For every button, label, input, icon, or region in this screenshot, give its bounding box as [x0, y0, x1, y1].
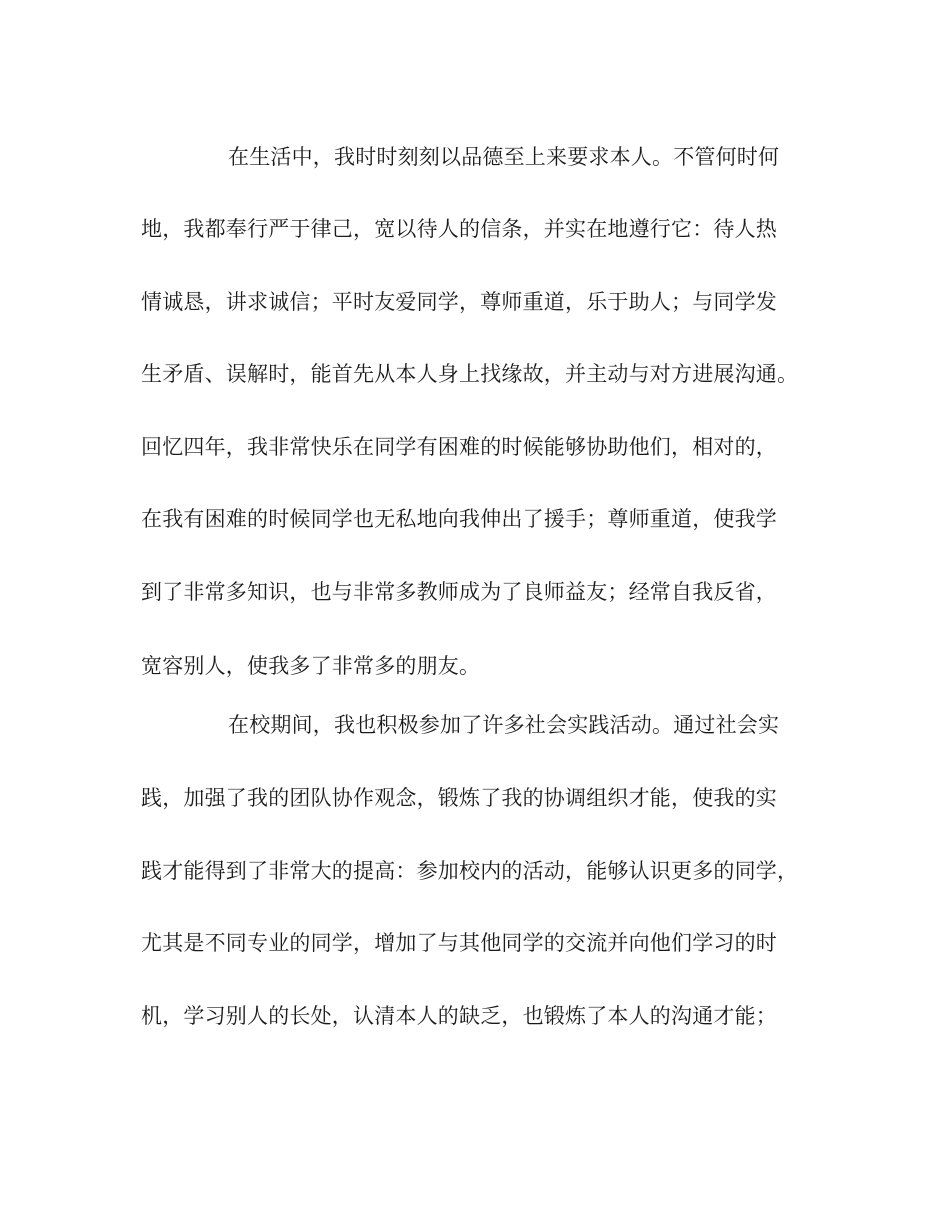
text-line: 机，学习别人的长处，认清本人的缺乏，也锻炼了本人的沟通才能； — [141, 1004, 777, 1028]
text-line: 情诚恳，讲求诚信；平时友爱同学，尊师重道，乐于助人；与同学发 — [141, 290, 777, 314]
text-line: 宽容别人，使我多了非常多的朋友。 — [141, 654, 481, 678]
text-line: 践才能得到了非常大的提高：参加校内的活动，能够认识更多的同学， — [141, 859, 799, 883]
text-line: 尤其是不同专业的同学，增加了与其他同学的交流并向他们学习的时 — [141, 931, 777, 955]
text-line: 回忆四年，我非常快乐在同学有困难的时候能够协助他们，相对的， — [141, 435, 777, 459]
text-line: 践，加强了我的团队协作观念，锻炼了我的协调组织才能，使我的实 — [141, 786, 777, 810]
text-line: 在校期间，我也积极参加了许多社会实践活动。通过社会实 — [228, 713, 780, 737]
text-line: 在生活中，我时时刻刻以品德至上来要求本人。不管何时何 — [228, 145, 780, 169]
text-line: 地，我都奉行严于律己，宽以待人的信条，并实在地遵行它：待人热 — [141, 217, 777, 241]
text-line: 在我有困难的时候同学也无私地向我伸出了援手；尊师重道，使我学 — [141, 507, 777, 531]
text-line: 到了非常多知识，也与非常多教师成为了良师益友；经常自我反省， — [141, 580, 777, 604]
text-line: 生矛盾、误解时，能首先从本人身上找缘故，并主动与对方进展沟通。 — [141, 362, 799, 386]
